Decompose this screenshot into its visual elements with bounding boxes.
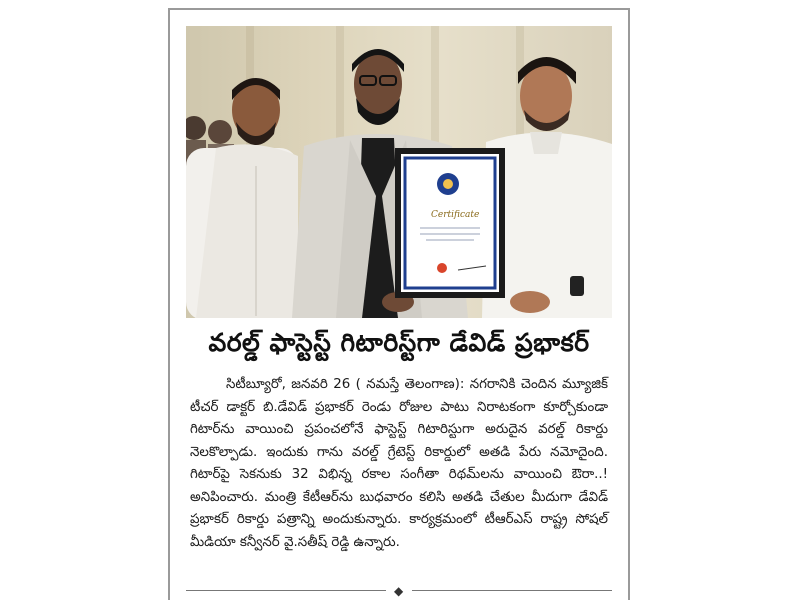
article-body (190, 374, 608, 554)
certificate-frame (395, 148, 505, 298)
news-photo (186, 26, 612, 318)
certificate-title: Certificate (431, 210, 480, 220)
person-left (186, 78, 298, 318)
newspaper-clipping (168, 8, 630, 600)
divider-right (412, 590, 612, 591)
certificate-stamp-icon (437, 263, 447, 273)
article-headline: వరల్డ్ ఫాస్టెస్ట్ గిటారిస్ట్‌గా డేవిడ్ ప్రభాకర్ (208, 328, 590, 357)
divider-left (186, 590, 386, 591)
photo-scene (186, 26, 612, 318)
diamond-ornament-icon: ◆ (394, 584, 404, 598)
article-paragraph: సిటీబ్యూరో, జనవరి 26 ( నమస్తే తెలంగాణ): నగరానికి చెందిన మ్యూజిక్ టీచర్ డాక్టర్ బి.డేవిడ్ ప్రభాకర్ రెండు రోజుల పాటు నిరాటకంగా కూర్చోకుండా గిటార్‌ను వాయించి ప్రపంచలోనే ఫాస్టెస్ట్ గిటారిస్టుగా అరుదైన వరల్డ్ రికార్డు నెలకొల్పాడు. ఇందుకు గాను వరల్డ్ గ్రేటెస్ట్ రికార్డులో అతడి పేరు నమోదైంది. గిటార్‌పై సెకనుకు 32 విభిన్న రకాల సంగీతా రిథమ్‌లను వాయించి ఔరా..! అనిపించారు. మంత్రి కేటీఆర్‌ను బుధవారం కలిసి అతడి చేతుల మీదుగా డేవిడ్ ప్రభాకర్ రికార్డు పత్రాన్ని అందుకున్నారు. కార్యక్రమంలో టీఆర్ఎస్ రాష్ట్ర సోషల్ మీడియా కన్వీనర్ వై.సతీష్ రెడ్డి ఉన్నారు. (190, 377, 608, 550)
